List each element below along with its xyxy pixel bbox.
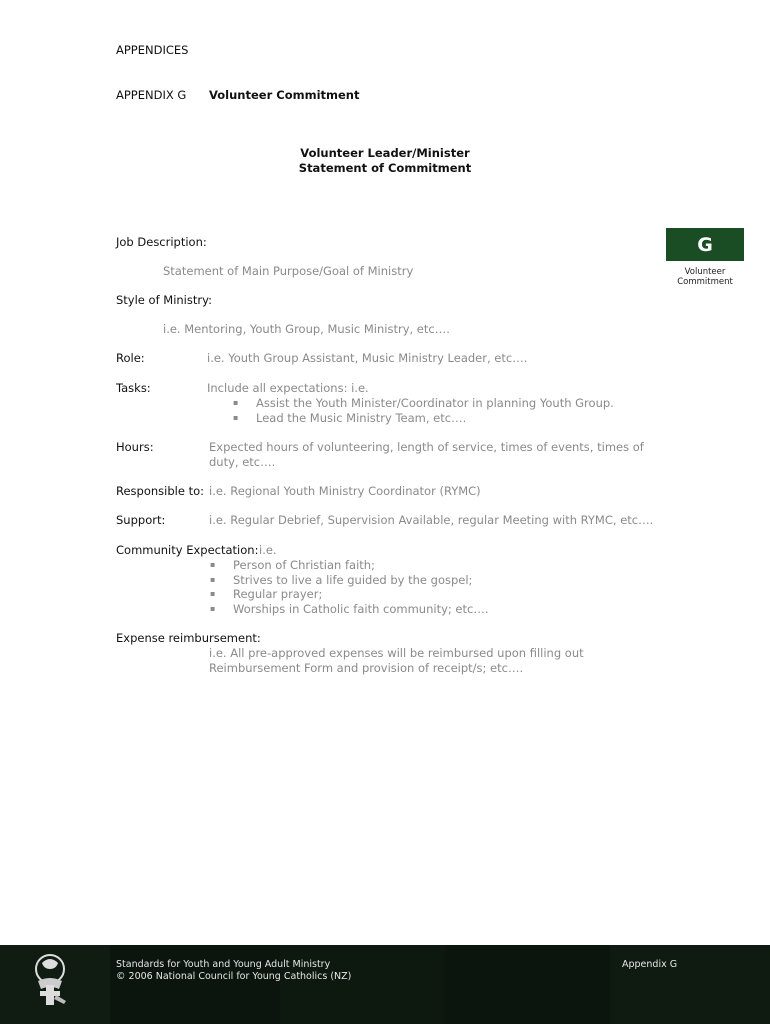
appendix-title: Volunteer Commitment xyxy=(209,88,360,102)
section-heading: APPENDICES xyxy=(116,43,189,57)
appendix-tab-letter: G xyxy=(697,233,713,256)
bullet-icon: ▪ xyxy=(233,413,239,422)
responsible-to-label: Responsible to: xyxy=(116,484,204,498)
community-bullet-item: Person of Christian faith; xyxy=(233,558,375,572)
footer-page-label: Appendix G xyxy=(622,959,678,970)
bullet-icon: ▪ xyxy=(210,560,216,569)
expense-reimbursement-line1: i.e. All pre-approved expenses will be reimbursed upon filling out xyxy=(209,646,584,660)
footer-line1: Standards for Youth and Young Adult Ministry xyxy=(116,959,331,970)
tasks-bullet-item: Assist the Youth Minister/Coordinator in planning Youth Group. xyxy=(256,396,614,410)
tab-caption-line1: Volunteer xyxy=(684,267,726,277)
bullet-icon: ▪ xyxy=(210,604,216,613)
tab-caption-line2: Commitment xyxy=(677,277,733,287)
bullet-icon: ▪ xyxy=(233,398,239,407)
bullet-icon: ▪ xyxy=(210,589,216,598)
style-of-ministry-label: Style of Ministry: xyxy=(116,293,212,307)
tasks-bullet-item: Lead the Music Ministry Team, etc…. xyxy=(256,411,467,425)
role-label: Role: xyxy=(116,351,145,365)
responsible-to-value: i.e. Regional Youth Ministry Coordinator (RYMC) xyxy=(209,484,481,498)
bullet-icon: ▪ xyxy=(210,575,216,584)
style-of-ministry-value: i.e. Mentoring, Youth Group, Music Ministry, etc…. xyxy=(163,322,450,336)
hours-value-line2: duty, etc…. xyxy=(209,455,276,469)
tasks-label: Tasks: xyxy=(116,381,151,395)
hours-value-line1: Expected hours of volunteering, length of service, times of events, times of xyxy=(209,440,644,454)
tasks-value: Include all expectations: i.e. xyxy=(207,381,369,395)
expense-reimbursement-line2: Reimbursement Form and provision of receipt/s; etc…. xyxy=(209,661,524,675)
hours-label: Hours: xyxy=(116,440,154,454)
council-logo-icon xyxy=(26,951,74,1009)
appendix-tab xyxy=(666,228,744,261)
community-bullet-item: Strives to live a life guided by the gospel; xyxy=(233,573,473,587)
document-title-line1: Volunteer Leader/Minister xyxy=(300,146,470,160)
job-description-value: Statement of Main Purpose/Goal of Ministry xyxy=(163,264,414,278)
appendix-tab-caption xyxy=(666,267,744,287)
footer-panel xyxy=(280,945,445,1024)
footer-panel xyxy=(610,945,770,1024)
community-expectation-value: i.e. xyxy=(259,543,277,557)
footer-line2: © 2006 National Council for Young Catholics (NZ) xyxy=(116,971,352,982)
role-value: i.e. Youth Group Assistant, Music Ministry Leader, etc…. xyxy=(207,351,528,365)
support-value: i.e. Regular Debrief, Supervision Available, regular Meeting with RYMC, etc…. xyxy=(209,513,654,527)
community-expectation-label: Community Expectation: xyxy=(116,543,259,557)
support-label: Support: xyxy=(116,513,166,527)
document-title-line2: Statement of Commitment xyxy=(298,161,472,175)
page-footer xyxy=(0,945,770,1024)
community-bullet-item: Worships in Catholic faith community; etc…. xyxy=(233,602,489,616)
community-bullet-item: Regular prayer; xyxy=(233,587,323,601)
job-description-label: Job Description: xyxy=(116,235,207,249)
appendix-label: APPENDIX G xyxy=(116,88,187,102)
expense-reimbursement-label: Expense reimbursement: xyxy=(116,631,261,645)
